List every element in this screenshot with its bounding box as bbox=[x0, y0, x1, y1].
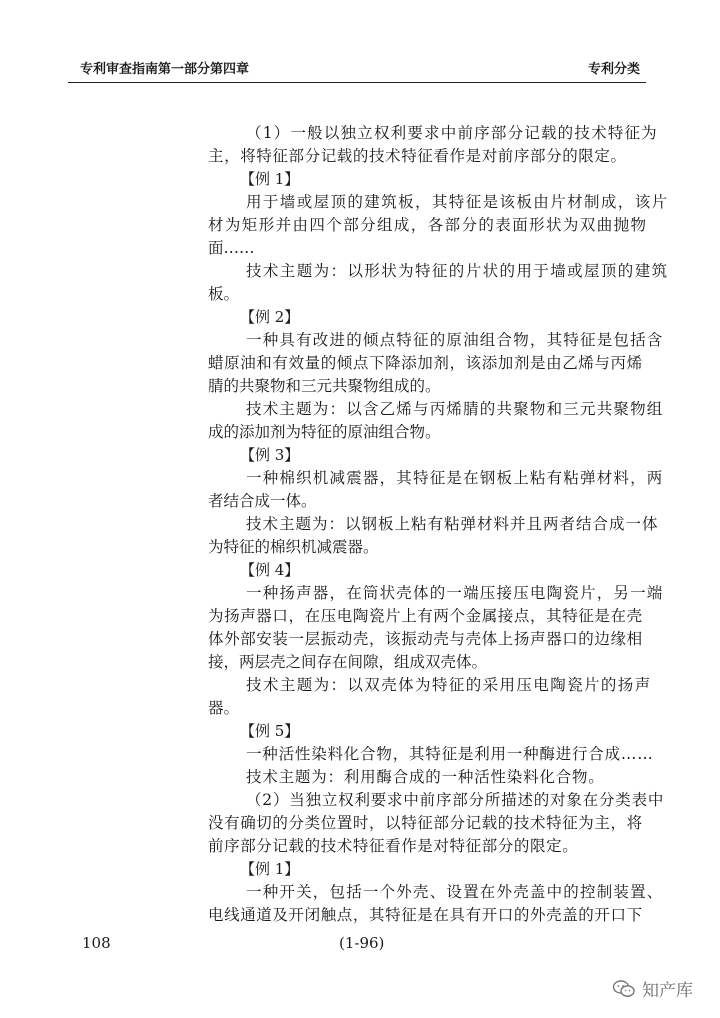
example-label: 【例 4】 bbox=[240, 561, 300, 579]
text-line: 主，将特征部分记载的技术特征看作是对前序部分的限定。 bbox=[208, 147, 627, 165]
header-chapter-title: 专利审查指南第一部分第四章 bbox=[80, 62, 250, 77]
text-line: 技术主题为：以钢板上粘有粘弹材料并且两者结合成一体 bbox=[246, 515, 659, 533]
text-line: 腈的共聚物和三元共聚物组成的。 bbox=[208, 377, 441, 395]
text-line: 一种活性染料化合物，其特征是利用一种酶进行合成…… bbox=[246, 745, 654, 763]
text-line: 者结合成一体。 bbox=[208, 492, 317, 510]
text-line: 技术主题为：以形状为特征的片状的用于墙或屋顶的建筑 bbox=[246, 262, 669, 280]
text-line: 一种开关，包括一个外壳、设置在外壳盖中的控制装置、 bbox=[246, 883, 664, 901]
text-line: 一种棉织机减震器，其特征是在钢板上粘有粘弹材料，两 bbox=[246, 469, 664, 487]
wechat-icon bbox=[612, 979, 636, 999]
text-line: 接，两层壳之间存在间隙，组成双壳体。 bbox=[208, 653, 488, 671]
header-section-title: 专利分类 bbox=[587, 62, 640, 77]
text-line: 面…… bbox=[208, 239, 255, 257]
text-line: 为扬声器口，在压电陶瓷片上有两个金属接点，其特征是在壳 bbox=[208, 607, 643, 625]
text-line: 成的添加剂为特征的原油组合物。 bbox=[208, 423, 441, 441]
text-line: （2）当独立权利要求中前序部分所描述的对象在分类表中 bbox=[246, 791, 665, 809]
example-label: 【例 5】 bbox=[240, 722, 300, 740]
example-label: 【例 2】 bbox=[240, 308, 300, 326]
text-line: （1）一般以独立权利要求中前序部分记载的技术特征为 bbox=[246, 124, 658, 142]
text-line: 器。 bbox=[208, 699, 240, 717]
text-line: 技术主题为：以双壳体为特征的采用压电陶瓷片的扬声 bbox=[246, 676, 652, 694]
example-label: 【例 3】 bbox=[240, 446, 300, 464]
example-label: 【例 1】 bbox=[240, 860, 300, 878]
page-header bbox=[68, 56, 646, 83]
text-line: 技术主题为：利用酶合成的一种活性染料化合物。 bbox=[246, 768, 605, 786]
text-line: 电线通道及开闭触点，其特征是在具有开口的外壳盖的开口下 bbox=[208, 906, 643, 924]
text-line: 一种扬声器，在筒状壳体的一端压接压电陶瓷片，另一端 bbox=[246, 584, 664, 602]
text-line: 板。 bbox=[208, 285, 240, 303]
example-label: 【例 1】 bbox=[240, 170, 300, 188]
text-line: 材为矩形并由四个部分组成，各部分的表面形状为双曲抛物 bbox=[208, 216, 648, 234]
text-line: 用于墙或屋顶的建筑板，其特征是该板由片材制成，该片 bbox=[246, 193, 669, 211]
watermark-text: 知产库 bbox=[642, 981, 693, 1001]
page-number: 108 bbox=[82, 934, 111, 952]
section-page-number: (1-96) bbox=[339, 934, 385, 952]
text-line: 为特征的棉织机减震器。 bbox=[208, 538, 379, 556]
text-line: 没有确切的分类位置时，以特征部分记载的技术特征为主，将 bbox=[208, 814, 643, 832]
text-line: 一种具有改进的倾点特征的原油组合物，其特征是包括含 bbox=[246, 331, 664, 349]
watermark bbox=[612, 976, 693, 1001]
text-line: 前序部分记载的技术特征看作是对特征部分的限定。 bbox=[208, 837, 579, 855]
text-line: 技术主题为：以含乙烯与丙烯腈的共聚物和三元共聚物组 bbox=[246, 400, 664, 418]
text-line: 体外部安装一层振动壳，该振动壳与壳体上扬声器口的边缘相 bbox=[208, 630, 643, 648]
text-line: 蜡原油和有效量的倾点下降添加剂，该添加剂是由乙烯与丙烯 bbox=[208, 354, 643, 372]
